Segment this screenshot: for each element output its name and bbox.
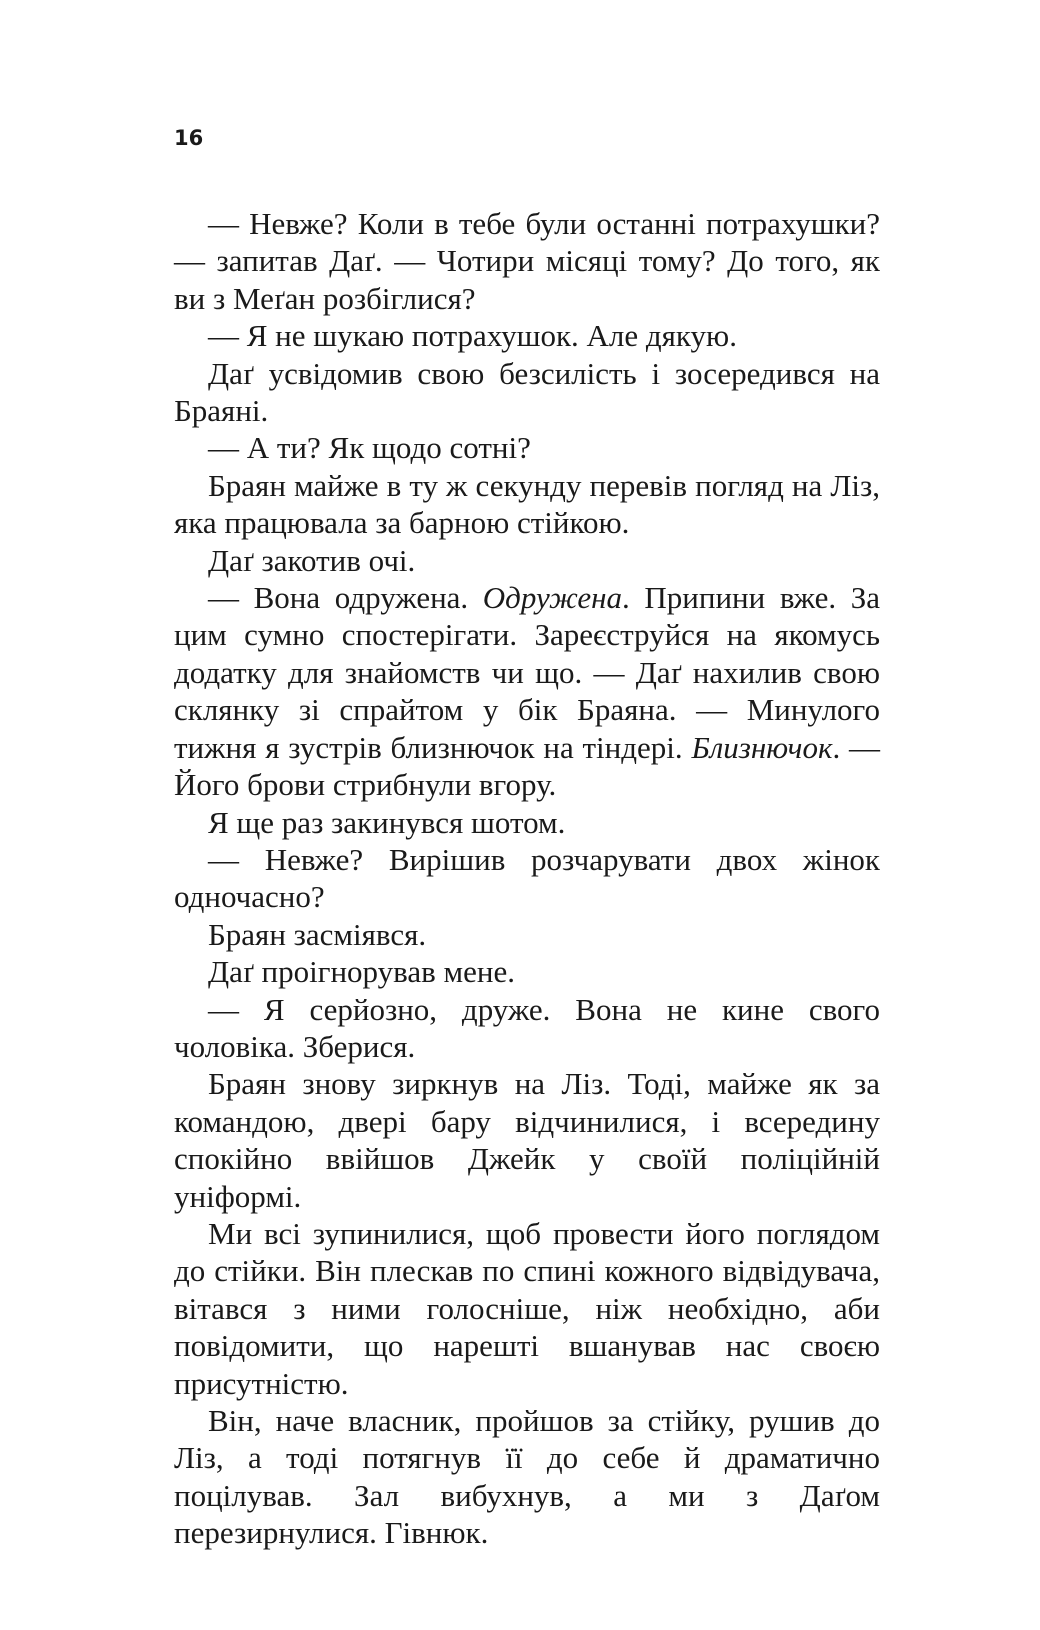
body-text: [174, 205, 880, 1552]
paragraph-13: Браян знову зиркнув на Ліз. Тоді, майже як за командою, двері бару відчинилися, і всередину спокійно ввійшов Джейк у своїй поліційній уніформі.: [174, 1066, 880, 1214]
paragraph-9: — Невже? Вирішив розчарувати двох жінок одночасно?: [174, 841, 880, 915]
paragraph-14: Ми всі зупинилися, щоб провести його поглядом до стійки. Він плескав по спині кожного відвідувача, вітався з ними голосніше, ніж необхідно, аби повідомити, що нарешті вшанував нас своєю присутністю.: [174, 1215, 880, 1401]
paragraph-15: Він, наче власник, пройшов за стійку, рушив до Ліз, а тоді потягнув її до себе й драматично поцілував. Зал вибухнув, а ми з Даґом перезирнулися. Гівнюк.: [174, 1403, 880, 1551]
paragraph-6: Даґ закотив очі.: [208, 542, 416, 578]
paragraph-7: — Вона одружена. Одружена. Припини вже. За цим сумно спостерігати. Зареєструйся на якомусь додатку для знайомств чи що. — Даґ нахилив свою склянку зі спрайтом у бік Браяна. — Минулого тижня я зустрів близнючок на тіндері. Близнючок. — Його брови стрибнули вгору.: [174, 580, 881, 803]
paragraph-12: — Я серйозно, друже. Вона не кине свого чоловіка. Зберися.: [174, 991, 880, 1064]
emphasis-twins: Близнючок: [691, 729, 833, 765]
paragraph-3: Даґ усвідомив свою безсилість і зосередився на Браяні.: [174, 355, 880, 429]
emphasis-married: Одружена: [482, 580, 623, 616]
paragraph-11: Даґ проігнорував мене.: [208, 954, 515, 990]
paragraph-5: Браян майже в ту ж секунду перевів погляд на Ліз, яка працювала за барною стійкою.: [174, 467, 880, 541]
paragraph-2: — Я не шукаю потрахушок. Але дякую.: [208, 318, 737, 354]
paragraph-4: — А ти? Як щодо сотні?: [208, 430, 531, 466]
page-number: 16: [174, 126, 204, 150]
paragraph-8: Я ще раз закинувся шотом.: [208, 804, 566, 840]
paragraph-1: — Невже? Коли в тебе були останні потрахушки? — запитав Даґ. — Чотири місяці тому? До того, як ви з Меґан розбіглися?: [174, 206, 880, 316]
paragraph-10: Браян засміявся.: [208, 916, 427, 952]
